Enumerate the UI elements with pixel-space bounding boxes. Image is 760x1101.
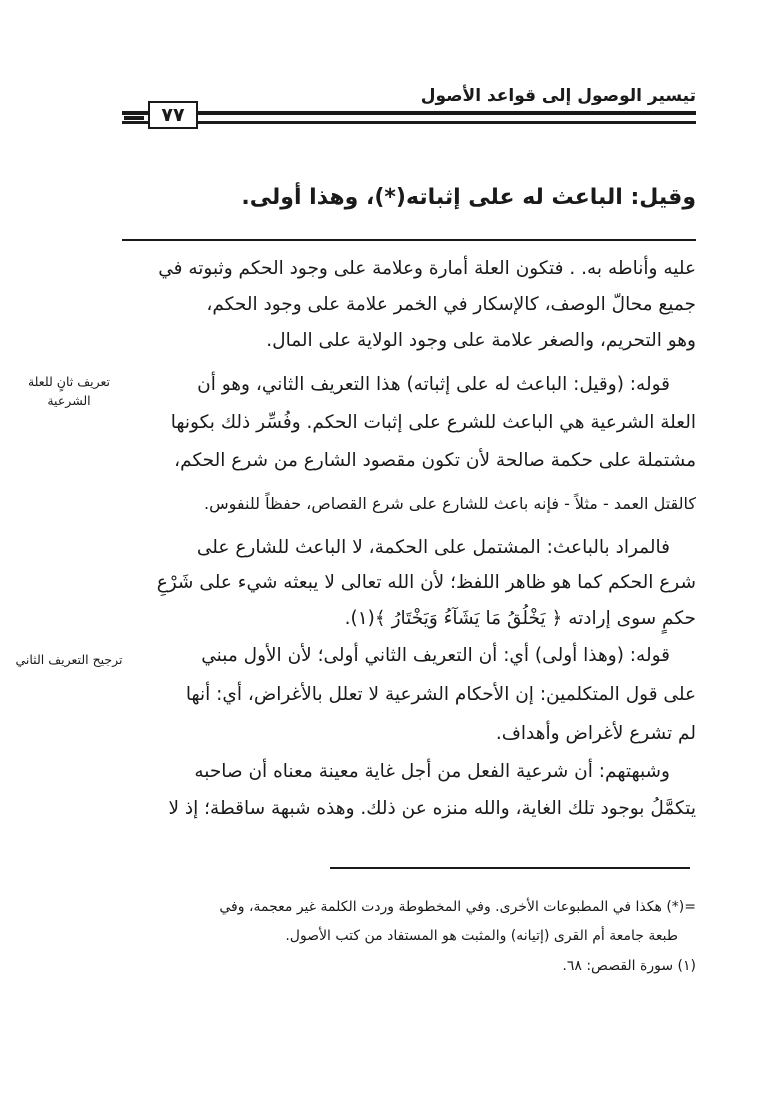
body-line: فالمراد بالباعث: المشتمل على الحكمة، لا الباعث للشارع على [196, 537, 670, 558]
body-line: عليه وأناطه به. . فتكون العلة أمارة وعلامة على وجود الحكم وثبوته في [158, 258, 696, 279]
margin-note: تعريف ثانٍ للعلة الشرعية [27, 374, 111, 408]
header-dash [124, 116, 144, 120]
margin-note: ترجيح التعريف الثاني [15, 652, 123, 667]
body-line: شرع الحكم كما هو ظاهر اللفظ؛ لأن الله تعالى لا يبعثه شيء على شَرْعِ [156, 572, 696, 593]
footnote-line: (١) سورة القصص: ٦٨. [562, 958, 696, 974]
footnote-divider [330, 867, 690, 869]
body-line: قوله: (وهذا أولى) أي: أن التعريف الثاني أولى؛ لأن الأول مبني [201, 645, 670, 666]
body-line: العلة الشرعية هي الباعث للشرع على إثبات الحكم. وفُسِّر ذلك بكونها [170, 412, 696, 433]
footnote-line: =(*) هكذا في المطبوعات الأخرى. وفي المخطوطة وردت الكلمة غير معجمة، وفي [219, 899, 696, 915]
body-line: يتكمَّلُ بوجود تلك الغاية، والله منزه عن ذلك. وهذه شبهة ساقطة؛ إذ لا [168, 798, 696, 819]
body-line: مشتملة على حكمة صالحة لأن تكون مقصود الشارع من شرع الحكم، [174, 450, 696, 471]
body-line: حكمٍ سوى إرادته ﴿ يَخْلُقُ مَا يَشَآءُ وَيَخْتَارُ ﴾(١). [344, 608, 696, 629]
body-line: وشبهتهم: أن شرعية الفعل من أجل غاية معينة معناه أن صاحبه [194, 761, 670, 782]
matn-quote: وقيل: الباعث له على إثباته(*)، وهذا أولى. [241, 185, 696, 210]
body-line: كالقتل العمد - مثلاً - فإنه باعث للشارع على شرع القصاص، حفظاً للنفوس. [204, 494, 696, 513]
header-rule [122, 111, 696, 124]
body-line: قوله: (وقيل: الباعث له على إثباته) هذا التعريف الثاني، وهو أن [197, 374, 670, 395]
matn-divider [122, 239, 696, 241]
body-line: على قول المتكلمين: إن الأحكام الشرعية لا تعلل بالأغراض، أي: أنها [185, 684, 696, 705]
footnote-line: طبعة جامعة أم القرى (إتيانه) والمثبت هو المستفاد من كتب الأصول. [285, 928, 678, 944]
book-title: تيسير الوصول إلى قواعد الأصول [420, 86, 696, 106]
body-line: جميع محالّ الوصف، كالإسكار في الخمر علامة على وجود الحكم، [206, 294, 696, 315]
page-number: ٧٧ [148, 101, 198, 129]
body-line: لم تشرع لأغراض وأهداف. [495, 723, 696, 744]
body-line: وهو التحريم، والصغر علامة على وجود الولاية على المال. [266, 330, 696, 351]
